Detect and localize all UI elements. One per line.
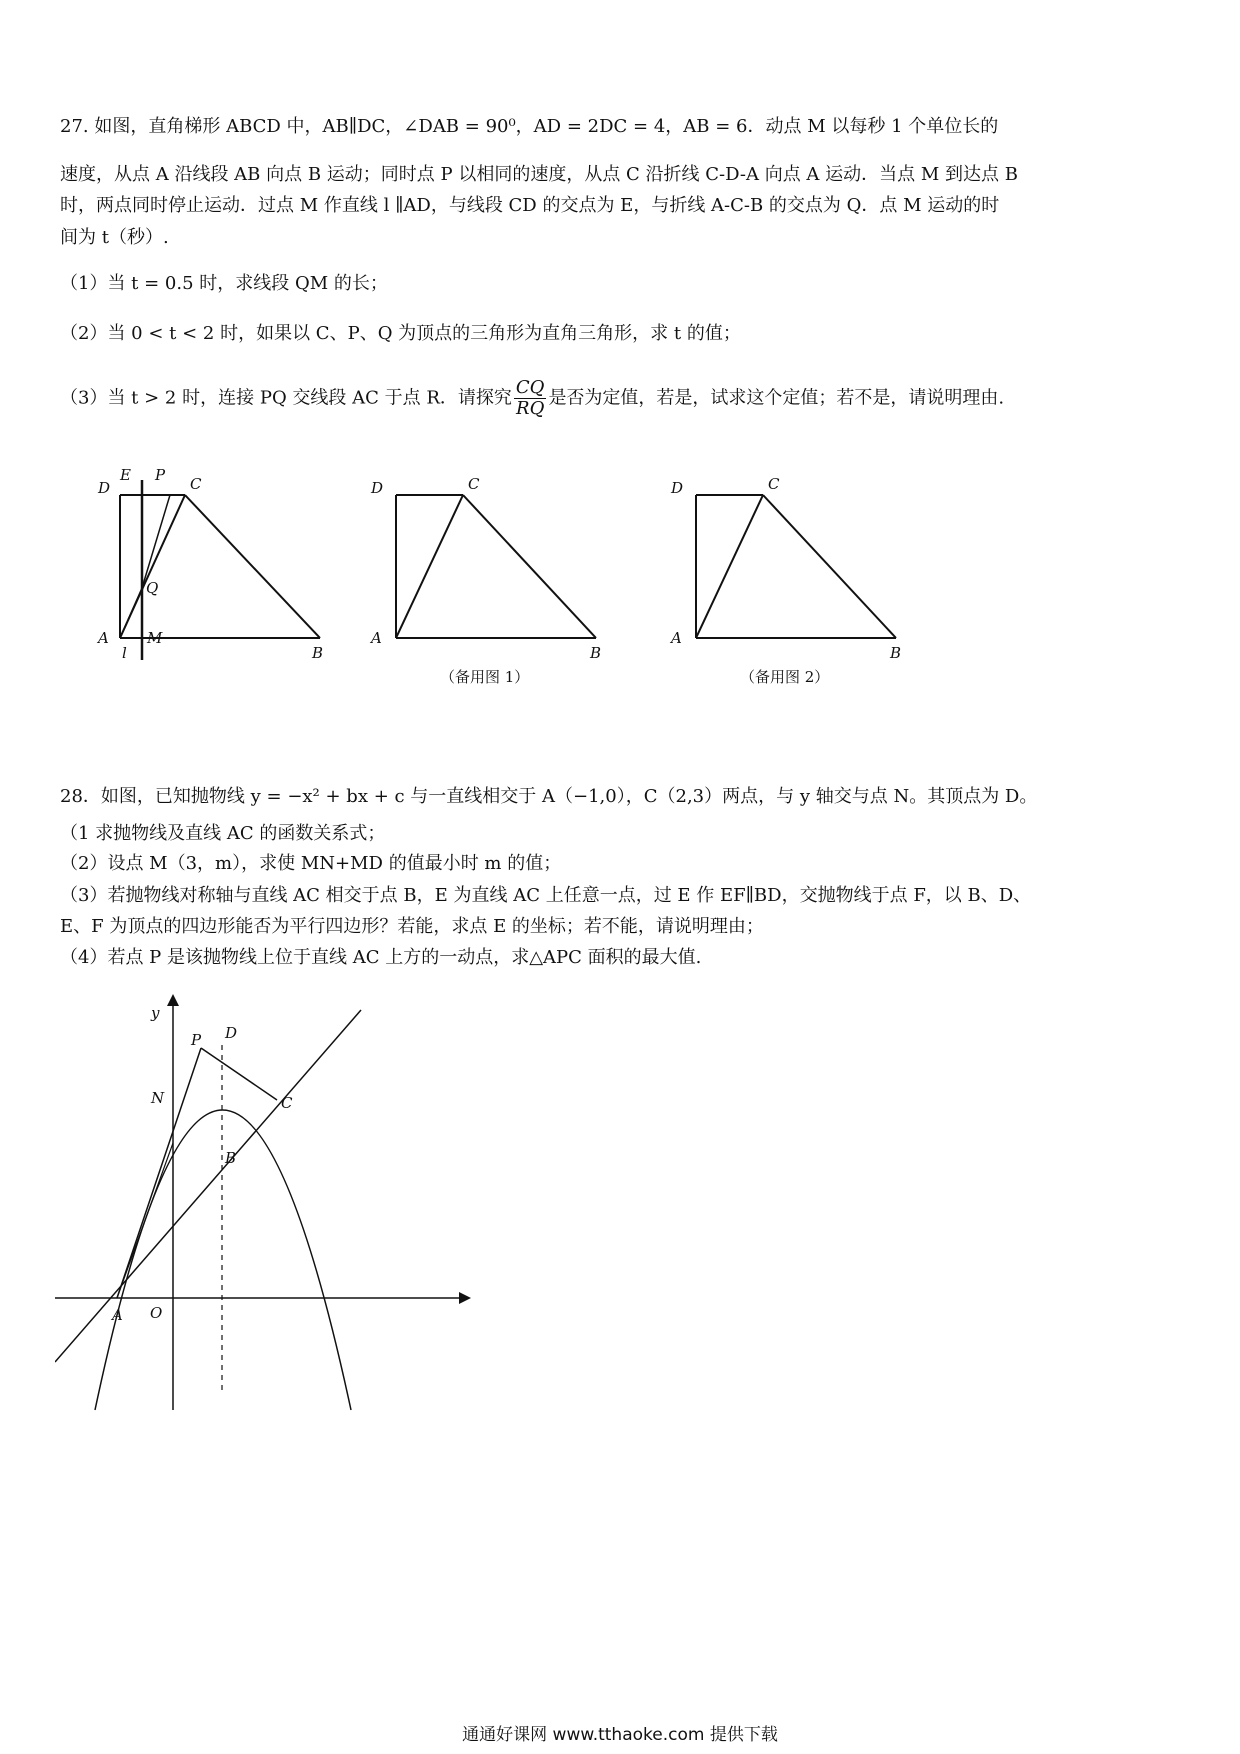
q27-figure-spare-2: [668, 455, 908, 670]
fraction-numerator: CQ: [515, 377, 545, 398]
q27-sub-3: [60, 378, 1004, 419]
fig28-label-D: D: [225, 1024, 238, 1042]
fig27-label-l: l: [122, 644, 127, 662]
fig28-label-O: O: [150, 1304, 163, 1322]
fig27-label-C: C: [190, 475, 202, 493]
fig28-label-y: y: [151, 1004, 160, 1022]
q27-line-2: 速度，从点 A 沿线段 AB 向点 B 运动；同时点 P 以相同的速度，从点 C 沿折线 C-D-A 向点 A 运动．当点 M 到达点 B: [60, 164, 1018, 185]
fig28-label-N: N: [151, 1089, 165, 1107]
fig1-label-C: C: [468, 475, 480, 493]
fraction-cq-rq: [514, 378, 547, 419]
q27-sub-3-pre: （3）当 t > 2 时，连接 PQ 交线段 AC 于点 R．请探究: [60, 387, 512, 409]
fig2-label-C: C: [768, 475, 780, 493]
q28-sub-2: （2）设点 M（3，m），求使 MN+MD 的值最小时 m 的值；: [60, 853, 562, 874]
q27-figure-spare-1: [368, 455, 608, 670]
q28-sub-1: （1 求抛物线及直线 AC 的函数关系式；: [60, 823, 386, 844]
fraction-denominator: RQ: [516, 397, 545, 419]
q27-figure-main: [90, 455, 350, 670]
q27-line-4: 间为 t（秒）.: [60, 227, 169, 248]
q28-line-1: 28．如图，已知抛物线 y = −x² + bx + c 与一直线相交于 A（−1,0），C（2,3）两点，与 y 轴交与点 N。其顶点为 D。: [60, 786, 1038, 807]
caption-spare-2: （备用图 2）: [740, 668, 830, 686]
q28-sub-4: （4）若点 P 是该抛物线上位于直线 AC 上方的一动点，求△APC 面积的最大值.: [60, 947, 702, 968]
page-footer: 通通好课网 www.tthaoke.com 提供下载: [462, 1725, 778, 1745]
fig2-label-D: D: [671, 479, 684, 497]
fig28-label-A: A: [112, 1306, 123, 1324]
fig28-label-B: B: [225, 1149, 237, 1167]
caption-spare-1: （备用图 1）: [440, 668, 530, 686]
fig27-label-E: E: [120, 466, 131, 484]
q27-sub-1: （1）当 t = 0.5 时，求线段 QM 的长；: [60, 273, 388, 294]
fig27-label-M: M: [147, 629, 163, 647]
q27-line-3: 时，两点同时停止运动．过点 M 作直线 l ∥AD，与线段 CD 的交点为 E，与折线 A-C-B 的交点为 Q．点 M 运动的时: [60, 195, 1000, 216]
fig2-label-A: A: [671, 629, 682, 647]
fig27-label-B: B: [312, 644, 324, 662]
q28-figure-parabola: [55, 990, 475, 1420]
q28-sub-3b: E、F 为顶点的四边形能否为平行四边形？若能，求点 E 的坐标；若不能，请说明理由；: [60, 916, 764, 937]
fig1-label-B: B: [590, 644, 602, 662]
fig28-label-C: C: [281, 1094, 293, 1112]
fig1-label-A: A: [371, 629, 382, 647]
q27-line-1: 27. 如图，直角梯形 ABCD 中，AB∥DC，∠DAB = 90⁰，AD = 2DC = 4，AB = 6．动点 M 以每秒 1 个单位长的: [60, 116, 999, 137]
fig27-label-Q: Q: [146, 579, 159, 597]
fig27-label-D: D: [98, 479, 111, 497]
fig28-label-P: P: [191, 1031, 202, 1049]
fig2-label-B: B: [890, 644, 902, 662]
q27-sub-2: （2）当 0 < t < 2 时，如果以 C、P、Q 为顶点的三角形为直角三角形，求 t 的值；: [60, 323, 741, 344]
fig27-label-P: P: [155, 466, 166, 484]
q28-sub-3a: （3）若抛物线对称轴与直线 AC 相交于点 B，E 为直线 AC 上任意一点，过 E 作 EF∥BD，交抛物线于点 F，以 B、D、: [60, 885, 1032, 906]
q27-sub-3-post: 是否为定值，若是，试求这个定值；若不是，请说明理由.: [548, 387, 1005, 409]
fig27-label-A: A: [98, 629, 109, 647]
fig1-label-D: D: [371, 479, 384, 497]
